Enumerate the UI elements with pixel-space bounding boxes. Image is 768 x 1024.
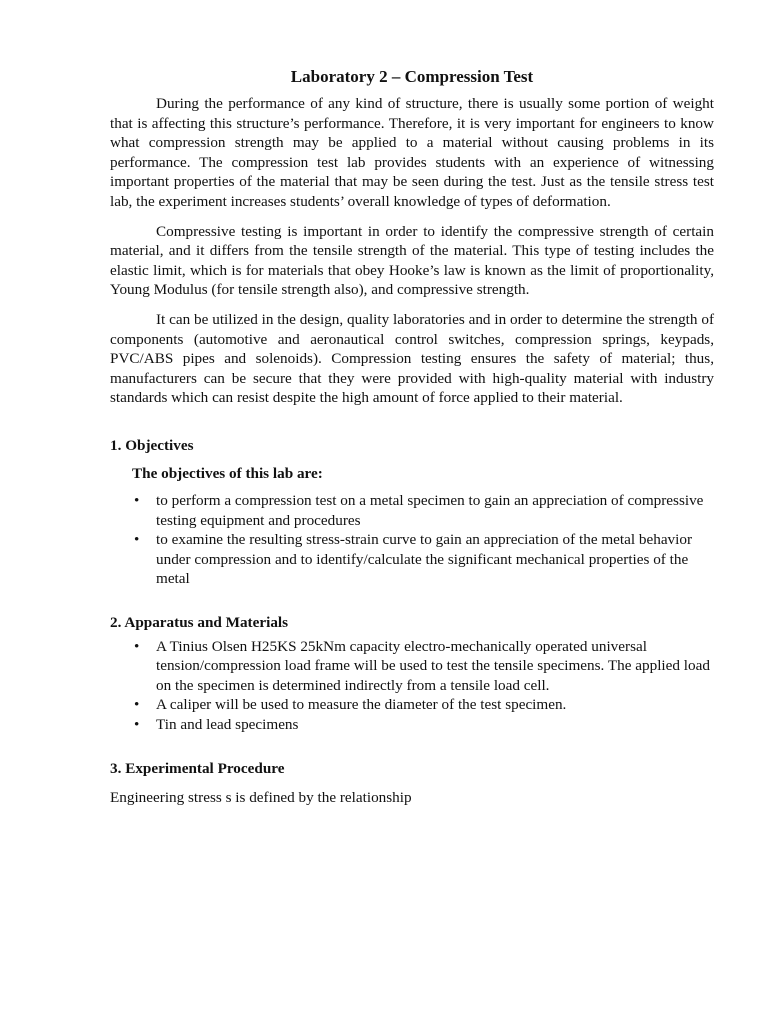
list-item	[134, 530, 714, 589]
section-heading-objectives: 1. Objectives	[110, 436, 194, 454]
list-item-text: Tin and lead specimens	[156, 716, 299, 734]
apparatus-list	[110, 637, 714, 735]
section-heading-procedure: 3. Experimental Procedure	[110, 759, 285, 777]
list-item	[134, 491, 714, 530]
list-item-text: A caliper will be used to measure the diameter of the test specimen.	[156, 696, 567, 714]
list-item-text: to examine the resulting stress-strain curve to gain an appreciation of the metal behavior under compression and to identify/calculate the significant mechanical properties of the metal	[156, 531, 693, 588]
list-item-text: to perform a compression test on a metal specimen to gain an appreciation of compressive testing equipment and procedures	[156, 492, 704, 529]
document-title: Laboratory 2 – Compression Test	[290, 67, 534, 86]
bullet-icon: •	[134, 637, 140, 655]
list-item-text: A Tinius Olsen H25KS 25kNm capacity electro-mechanically operated universal tension/compression load frame will be used to test the tensile specimens. The applied load on the specimen is determined indirectly from a tensile load cell.	[156, 637, 710, 694]
intro-paragraph: During the performance of any kind of structure, there is usually some portion of weight that is affecting this structure’s performance. Therefore, it is very important for engineers to know what compression strength may be applied to a material without causing problems in its performance. The compression test lab provides students with an experience of witnessing important properties of the material that may be seen during the test. Just as the tensile stress test lab, the experiment increases students’ overall knowledge of types of deformation.	[110, 95, 714, 210]
objectives-subheading: The objectives of this lab are:	[132, 464, 323, 482]
bullet-icon: •	[134, 696, 140, 714]
objectives-list	[110, 491, 714, 589]
bullet-icon: •	[134, 492, 140, 510]
procedure-text: Engineering stress s is defined by the relationship	[110, 789, 412, 807]
list-item	[134, 637, 714, 696]
intro-paragraph: It can be utilized in the design, quality laboratories and in order to determine the strength of components (automotive and aeronautical control switches, compression springs, keypads, PVC/ABS pipes and solenoids). Compression testing ensures the safety of material; thus, manufacturers can be secure that they were provided with high-quality material with industry standards which can resist despite the high amount of force applied to their material.	[110, 310, 714, 407]
intro-paragraph: Compressive testing is important in order to identify the compressive strength of certain material, and it differs from the tensile strength of the material. This type of testing includes the elastic limit, which is for materials that obey Hooke’s law is known as the limit of proportionality, Young Modulus (for tensile strength also), and compressive strength.	[110, 222, 714, 299]
list-item	[134, 715, 714, 735]
bullet-icon: •	[134, 716, 140, 734]
document-page	[110, 66, 714, 808]
bullet-icon: •	[134, 531, 140, 549]
list-item	[134, 695, 714, 715]
section-heading-apparatus: 2. Apparatus and Materials	[110, 614, 289, 632]
